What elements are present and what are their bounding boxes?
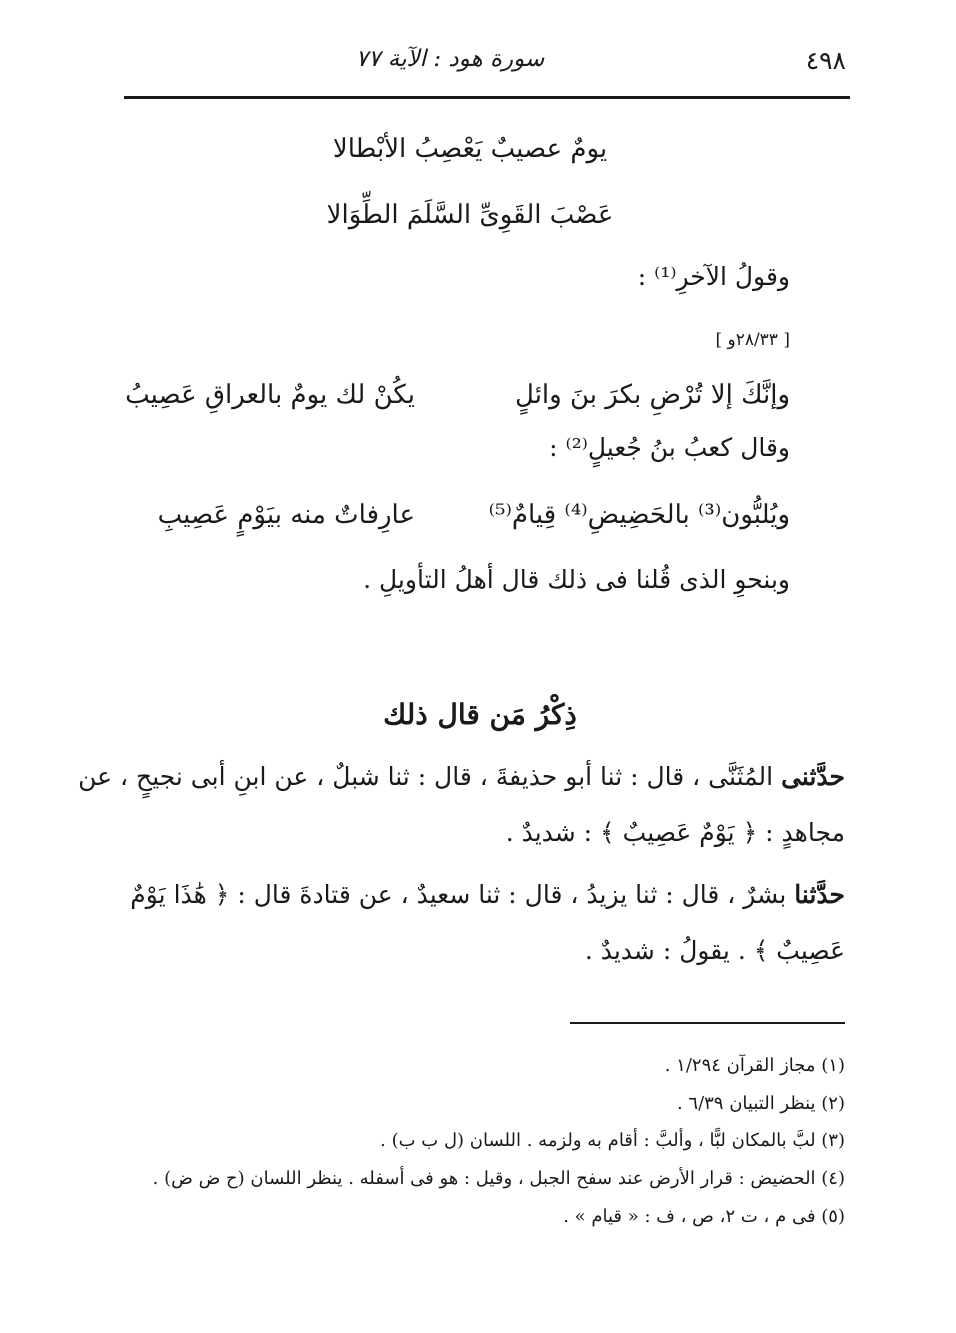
footnote-3: (٣) لبَّ بالمكان لبًّا ، وألبَّ : أقام به ولزمه . اللسان (ل ب ب) . — [380, 1130, 845, 1151]
footnote-2: (٢) ينظر التبيان ٦/٣٩ . — [676, 1093, 845, 1114]
verse-two-second-hemistich: يكُنْ لك يومٌ بالعراقِ عَصِيبُ — [125, 380, 415, 410]
footnote-5: (٥) فى م ، ت ٢، ص ، ف : « قيام » . — [563, 1206, 845, 1227]
manuscript-reference: [ ٢٨/٣٣و ] — [715, 330, 790, 350]
closing-line: وبنحوِ الذى قُلنا فى ذلك قال أهلُ التأويلِ . — [363, 565, 790, 594]
verse-line-1: يومٌ عصيبٌ يَعْصِبُ الأبْطالا — [332, 134, 608, 164]
hadith-2-lead: حدَّثنا — [794, 880, 845, 909]
verse-three-first-hemistich: ويُلبُّون⁽³⁾ بالحَضِيضِ⁽⁴⁾ قِيامٌ⁽⁵⁾ — [488, 500, 790, 530]
page-number: ٤٩٨ — [805, 46, 846, 75]
intro-kaab: وقال كعبُ بنُ جُعيلٍ⁽²⁾ : — [549, 433, 790, 462]
hadith-1-lead: حدَّثنى — [781, 762, 845, 791]
footnote-rule — [570, 1022, 845, 1024]
verse-three-second-hemistich: عارِفاتٌ منه بيَوْمٍ عَصِيبِ — [157, 500, 415, 530]
hadith-1-text: المُثَنَّى ، قال : ثنا أبو حذيفةَ ، قال : ثنا شبلٌ ، عن ابنِ أبى نجيحٍ ، عن — [78, 762, 782, 791]
hadith-1-line-1 — [78, 762, 845, 791]
intro-other-poet: وقولُ الآخرِ⁽¹⁾ : — [637, 262, 790, 291]
running-title: سورة هود : الآية ٧٧ — [355, 46, 545, 72]
verse-line-2: عَصْبَ القَوِىِّ السَّلَمَ الطِّوَالا — [326, 200, 614, 230]
hadith-1-line-2: مجاهدٍ : ﴿ يَوْمٌ عَصِيبٌ ﴾ : شديدٌ . — [505, 818, 845, 847]
hadith-2-line-2: عَصِيبٌ ﴾ . يقولُ : شديدٌ . — [584, 936, 845, 965]
section-heading: ذِكْرُ مَن قال ذلك — [383, 698, 577, 731]
hadith-2-text: بشرٌ ، قال : ثنا يزيدُ ، قال : ثنا سعيدٌ ، عن قتادةَ قال : ﴿ هَٰذَا يَوْمٌ — [130, 880, 795, 909]
hadith-2-line-1 — [130, 880, 845, 909]
verse-two-first-hemistich: وإنَّكَ إلا تُرْضِ بكرَ بنَ وائلٍ — [515, 380, 790, 410]
footnote-4: (٤) الحضيض : قرار الأرض عند سفح الجبل ، وقيل : هو فى أسفله . ينظر اللسان (ح ض ض) . — [152, 1168, 845, 1189]
header-rule — [124, 96, 850, 99]
footnote-1: (١) مجاز القرآن ١/٢٩٤ . — [664, 1055, 845, 1076]
